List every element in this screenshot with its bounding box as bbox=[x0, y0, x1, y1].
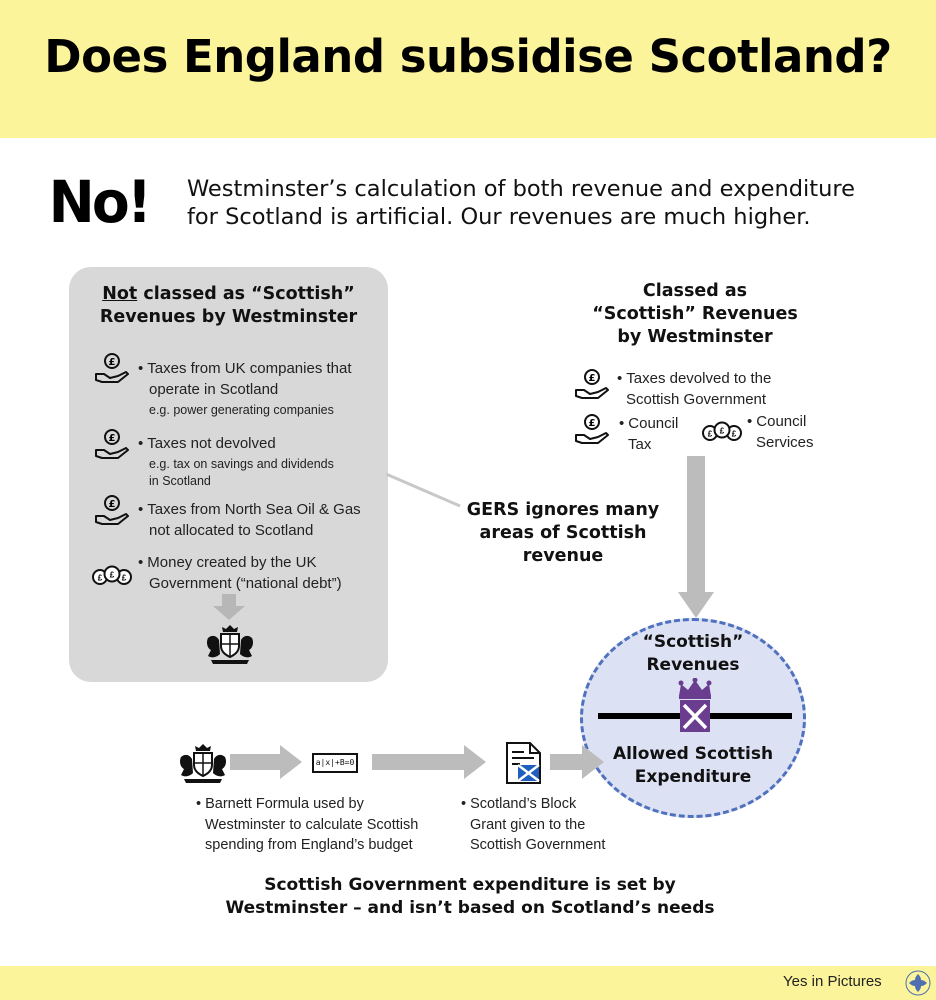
item-2-note-1: e.g. tax on savings and dividends bbox=[149, 457, 334, 471]
block-grant-line-2: Grant given to the bbox=[470, 816, 586, 833]
item-2-note-2: in Scotland bbox=[149, 474, 211, 488]
document-with-saltire-icon bbox=[504, 741, 544, 785]
item-4-line-2: Government (“national debt”) bbox=[149, 575, 342, 592]
classed-title-line-2: “Scottish” Revenues bbox=[592, 304, 798, 324]
item-1-line-1: • Taxes from UK companies that bbox=[138, 360, 352, 377]
bottom-conclusion bbox=[150, 874, 790, 920]
block-grant-caption bbox=[461, 794, 631, 856]
classed-item-1 bbox=[617, 368, 817, 410]
pound-coins-icon bbox=[91, 565, 133, 587]
answer-no: No! bbox=[48, 168, 150, 236]
right-arrow-3 bbox=[550, 745, 606, 779]
gers-line-3: revenue bbox=[522, 546, 604, 566]
not-classed-panel-title bbox=[69, 283, 388, 329]
classed-item-3-line-2: Services bbox=[756, 434, 814, 451]
gers-line-1: GERS ignores many bbox=[466, 500, 660, 520]
uk-royal-coat-of-arms-icon bbox=[178, 741, 228, 785]
svg-text:£: £ bbox=[719, 426, 725, 436]
item-1-line-2: operate in Scotland bbox=[149, 381, 279, 398]
classed-item-3-line-1: • Council bbox=[747, 413, 806, 430]
page-title: Does England subsidise Scotland? bbox=[44, 30, 892, 83]
intro-line-1: Westminster’s calculation of both revenue and expenditure bbox=[187, 176, 855, 202]
title-line-2: Revenues by Westminster bbox=[99, 307, 358, 327]
down-arrow-to-revenues bbox=[676, 456, 716, 620]
svg-text:£: £ bbox=[108, 357, 116, 368]
right-arrow-1 bbox=[230, 745, 304, 779]
circle-top-line-2: Revenues bbox=[646, 655, 740, 675]
intro-text bbox=[187, 175, 927, 231]
circle-revenues-label bbox=[580, 631, 806, 677]
down-arrow-icon bbox=[212, 594, 246, 620]
classed-item-2 bbox=[619, 413, 699, 455]
svg-text:£: £ bbox=[108, 499, 116, 510]
bottom-line-2: Westminster – and isn’t based on Scotland’s needs bbox=[225, 898, 715, 918]
connector-line bbox=[386, 470, 466, 510]
classed-panel-title bbox=[575, 280, 815, 349]
barnett-caption bbox=[196, 794, 456, 856]
thistle-logo-icon bbox=[905, 970, 931, 996]
intro-line-2: for Scotland is artificial. Our revenues are much higher. bbox=[187, 204, 811, 230]
gers-ignores-text bbox=[458, 499, 668, 568]
circle-expenditure-label bbox=[580, 743, 806, 789]
svg-text:£: £ bbox=[108, 433, 116, 444]
right-arrow-2 bbox=[372, 745, 488, 779]
item-3-line-1: • Taxes from North Sea Oil & Gas bbox=[138, 501, 361, 518]
not-classed-item-1 bbox=[138, 358, 378, 419]
barnett-line-3: spending from England’s budget bbox=[205, 837, 413, 853]
circle-bottom-line-1: Allowed Scottish bbox=[612, 744, 774, 764]
barnett-line-2: Westminster to calculate Scottish bbox=[205, 816, 419, 833]
svg-text:£: £ bbox=[109, 570, 115, 580]
circle-bottom-line-2: Expenditure bbox=[634, 767, 752, 787]
scottish-government-crown-saltire-icon bbox=[675, 678, 715, 734]
svg-text:£: £ bbox=[588, 418, 596, 429]
not-classed-item-3 bbox=[138, 499, 378, 541]
not-classed-item-2 bbox=[138, 433, 378, 490]
bottom-line-1: Scottish Government expenditure is set by bbox=[264, 875, 676, 895]
footer-brand: Yes in Pictures bbox=[783, 973, 882, 990]
classed-item-1-line-1: • Taxes devolved to the bbox=[617, 370, 771, 387]
classed-item-2-line-1: • Council bbox=[619, 415, 678, 432]
pound-hand-icon bbox=[94, 494, 130, 530]
pound-hand-icon bbox=[574, 413, 610, 449]
block-grant-line-1: • Scotland’s Block bbox=[461, 796, 576, 812]
classed-title-line-1: Classed as bbox=[642, 281, 748, 301]
block-grant-line-3: Scottish Government bbox=[470, 837, 606, 853]
title-not-underlined: Not bbox=[102, 284, 138, 304]
gers-line-2: areas of Scottish bbox=[479, 523, 647, 543]
item-1-note: e.g. power generating companies bbox=[149, 403, 334, 417]
classed-item-2-line-2: Tax bbox=[628, 436, 652, 453]
formula-icon: a|x|+B=0 bbox=[312, 753, 358, 773]
pound-hand-icon bbox=[94, 352, 130, 388]
svg-text:£: £ bbox=[731, 429, 737, 439]
svg-text:£: £ bbox=[707, 429, 713, 439]
uk-royal-coat-of-arms-icon bbox=[205, 622, 255, 666]
item-2-line-1: • Taxes not devolved bbox=[138, 435, 276, 452]
svg-text:£: £ bbox=[588, 373, 596, 384]
barnett-line-1: • Barnett Formula used by bbox=[196, 796, 364, 812]
classed-item-1-line-2: Scottish Government bbox=[626, 391, 767, 408]
classed-item-3 bbox=[747, 411, 827, 453]
not-classed-item-4 bbox=[138, 552, 378, 594]
item-3-line-2: not allocated to Scotland bbox=[149, 522, 314, 539]
title-rest-line-1: classed as “Scottish” bbox=[137, 284, 355, 304]
pound-coins-icon bbox=[701, 421, 743, 443]
svg-text:£: £ bbox=[97, 573, 103, 583]
classed-title-line-3: by Westminster bbox=[617, 327, 773, 347]
svg-text:£: £ bbox=[121, 573, 127, 583]
item-4-line-1: • Money created by the UK bbox=[138, 554, 317, 571]
pound-hand-icon bbox=[574, 368, 610, 404]
pound-hand-icon bbox=[94, 428, 130, 464]
circle-top-line-1: “Scottish” bbox=[642, 632, 744, 652]
